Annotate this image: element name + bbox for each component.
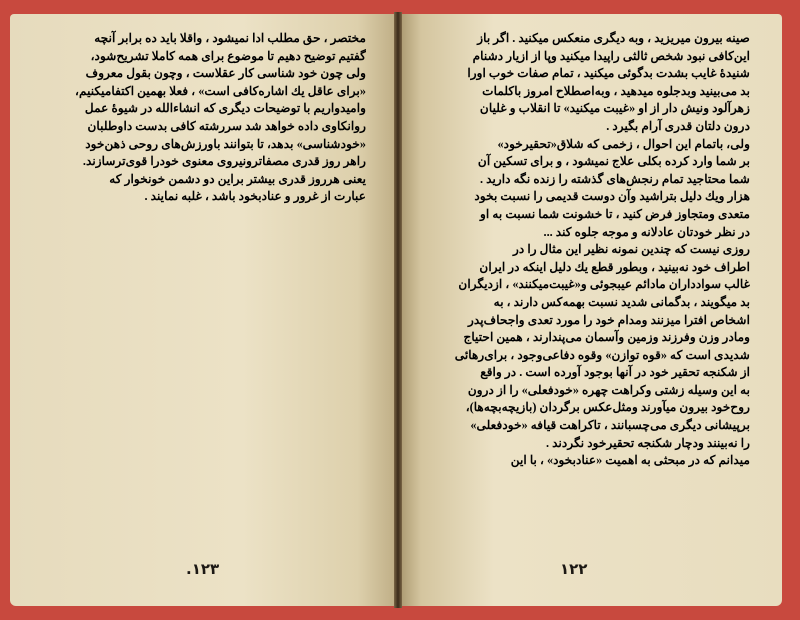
text-line: میدانم که در مبحثی به اهمیت «عنادبخود» ، با این — [510, 453, 750, 468]
text-line: درون دلتان قدری آرام بگیرد . — [606, 118, 750, 133]
text-line: بد می‌بینید وبدجلوه میدهید ، وبه‌اصطلاح امروز باکلمات — [482, 83, 750, 98]
right-page-text — [412, 30, 750, 470]
text-line: بد میگویند ، بدگمانی شدید نسبت بهمه‌کس دارند ، به — [493, 294, 750, 309]
text-line: راهر روز قدری مصفاتر‌ونیروی معنوی خودرا قوی‌ترسازند. — [82, 154, 366, 169]
text-line: ولی، باتمام این احوال ، زخمی که شلاق«تحقیرخود» — [497, 136, 750, 151]
text-line: بر شما وارد کرده بکلی علاج نمیشود ، و برای تسکین آن — [477, 154, 750, 169]
text-line: یعنی هرروز قدری بیشتر براین دو دشمن خونخوار که — [109, 171, 366, 186]
text-line: به این وسیله زشتی وکراهت چهره «خودفعلی» را از درون — [467, 382, 750, 397]
text-line: صینه بیرون میریزید ، وبه دیگری منعکس میکنید . اگر باز — [477, 31, 750, 45]
book-gutter — [394, 12, 402, 608]
text-line: را نه‌بینند ودچار شکنجه تحقیرخود نگردند . — [546, 435, 750, 450]
text-line: ومادر وزن وفرزند وزمین وآسمان می‌پندارند ، همین احتیاج — [463, 330, 750, 345]
right-page-number: ۱۲۲ — [560, 560, 588, 578]
text-line: روزی نیست که چندین نمونه نظیر این مثال را در — [512, 242, 750, 257]
text-line: «برای عاقل یك اشاره‌کافی است» ، فعلا بهمین اکتفامیکنیم، — [75, 83, 366, 98]
text-line: هزار ویك دلیل بتراشید وآن دوست قدیمی را نسبت بخود — [474, 189, 750, 204]
text-line: ولی چون خود شناسی کار عقلاست ، وچون بقول معروف — [85, 66, 366, 81]
left-page-number: ۱۲۳. — [186, 560, 220, 578]
text-line: روح‌خود بیرون میآورند ومثل‌عکس برگردان (بازیچه‌بچه‌ها)، — [465, 400, 750, 415]
text-line: غالب سوادداران مادائم عیبجوئی و«غیبت‌میکنند» ، ازدیگران — [458, 277, 750, 292]
text-line: عبارت از غرور و عنادبخود باشد ، غلبه نمایند . — [144, 189, 366, 204]
text-line: متعدی ومتجاوز فرض کنید ، تا خشونت شما نسبت به او — [480, 206, 750, 221]
text-line: در نظر خودتان عادلانه و موجه جلوه کند ... — [543, 224, 750, 239]
text-line: اطراف خود نه‌بینید ، وبطور قطع یك دلیل اینکه در ایران — [479, 259, 750, 274]
text-line: «خودشناسی» بدهد، تا بتوانند باورزش‌های روحی ذهن‌خود — [85, 136, 366, 151]
text-line: مختصر ، حق مطلب ادا نمیشود ، واقلا باید ده برابر آنچه — [94, 31, 366, 45]
text-line: از شکنجه تحقیر خود در آنها بوجود آورده است . در واقع — [480, 365, 750, 380]
text-line: شما محتاجید تمام رنجش‌های گذشته را زنده نگه دارید . — [480, 171, 750, 186]
left-page-text — [40, 30, 366, 206]
text-line: این‌کافی نبود شخص ثالثی راپیدا میکنید وپا از ازیار دشنام — [472, 48, 750, 63]
text-line: شنیدهٔ غایب بشدت بدگوئی میکنید ، تمام صفات خوب اورا — [467, 66, 750, 81]
text-line: برپیشانی دیگری می‌چسبانند ، تاکراهت قیافه «خودفعلی» — [470, 418, 750, 433]
text-line: روانکاوی داده خواهد شد سررشته کافی بدست داوطلبان — [87, 118, 366, 133]
text-line: گفتیم توضیح دهیم تا موضوع برای همه کاملا تشریح‌شود، — [90, 48, 366, 63]
text-line: شدیدی است که «قوه توازن» وقوه دفاعی‌وجود ، برای‌رهائی — [454, 347, 750, 362]
text-line: اشخاص افترا میزنند ومدام خود را مورد تعدی واجحاف‌پدر — [468, 312, 750, 327]
text-line: زهرآلود ونیش دار از او «غیبت میکنید» تا انقلاب و غلیان — [479, 101, 750, 116]
text-line: وامیدواریم با توضیحات دیگری که انشاءالله در شیوهٔ عمل — [84, 101, 366, 116]
